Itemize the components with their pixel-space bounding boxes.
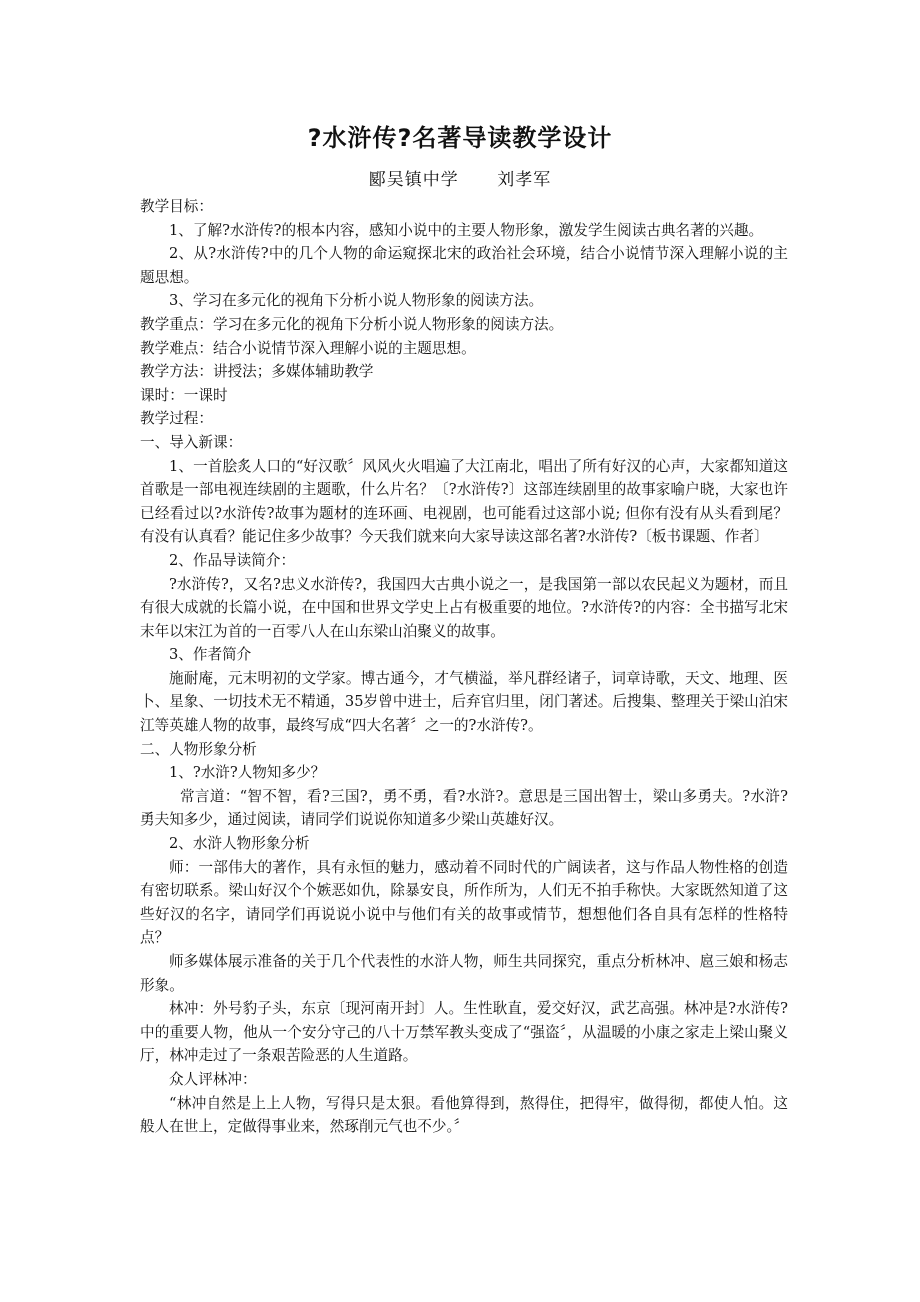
paragraph: 1、一首脍炙人口的“好汉歌〞风风火火唱遍了大江南北，唱出了所有好汉的心声，大家都知道这首歌是一部电视连续剧的主题歌，什么片名？〔?水浒传?〕这部连续剧里的故事家喻户晓，大家也许已经看过以?水浒传?故事为题材的连环画、电视剧，也可能看过这部小说; 但你有没有从头看到尾？有没有认真看？能记住多少故事？今天我们就来向大家导读这部名著?水浒传?〔板书课题、作者〕 (140, 457, 788, 546)
paragraph: 师：一部伟大的著作，具有永恒的魅力，感动着不同时代的广阔读者，这与作品人物性格的创造有密切联系。梁山好汉个个嫉恶如仇，除暴安良，所作所为，人们无不拍手称快。大家既然知道了这些好汉的名字，请同学们再说说小说中与他们有关的故事或情节，想想他们各自具有怎样的性格特点？ (140, 858, 788, 947)
paragraph: 2、从?水浒传?中的几个人物的命运窥探北宋的政治社会环境，结合小说情节深入理解小说的主题思想。 (140, 245, 788, 286)
paragraph: ?水浒传?，又名?忠义水浒传?，我国四大古典小说之一，是我国第一部以农民起义为题材，而且有很大成就的长篇小说，在中国和世界文学史上占有极重要的地位。?水浒传?的内容：全书描写北宋末年以宋江为首的一百零八人在山东梁山泊聚义的故事。 (140, 575, 788, 640)
document-title: ?水浒传?名著导读教学设计 (307, 124, 613, 152)
paragraph: 教学重点：学习在多元化的视角下分析小说人物形象的阅读方法。 (140, 315, 564, 333)
paragraph: 林冲：外号豹子头，东京〔现河南开封〕人。生性耿直，爱交好汉，武艺高强。林冲是?水浒传?中的重要人物，他从一个安分守己的八十万禁军教头变成了“强盗〞，从温暖的小康之家走上梁山聚义厅，林冲走过了一条艰苦险恶的人生道路。 (140, 1000, 788, 1065)
paragraph: 教学方法：讲授法；多媒体辅助教学 (140, 363, 374, 381)
document-body (140, 195, 788, 1139)
paragraph: 二、人物形象分析 (140, 740, 257, 758)
paragraph: 众人评林冲： (169, 1070, 257, 1088)
author-line (0, 165, 920, 190)
paragraph: 一、导入新课： (140, 433, 243, 451)
paragraph: 3、作者简介 (169, 646, 252, 664)
paragraph: 施耐庵，元末明初的文学家。博古通今，才气横溢，举凡群经诸子，词章诗歌，天文、地理、医卜、星象、一切技术无不精通，35岁曾中进士，后弃官归里，闭门著述。后搜集、整理关于梁山泊宋江等英雄人物的故事，最终写成“四大名著〞之一的?水浒传?。 (140, 669, 788, 735)
paragraph: 教学目标： (140, 198, 213, 215)
paragraph: 1、?水浒?人物知多少？ (169, 764, 326, 782)
paragraph: 1、了解?水浒传?的根本内容，感知小说中的主要人物形象，激发学生阅读古典名著的兴趣。 (169, 221, 764, 239)
paragraph: 3、学习在多元化的视角下分析小说人物形象的阅读方法。 (169, 292, 544, 310)
paragraph: 2、水浒人物形象分析 (169, 835, 310, 853)
paragraph: 师多媒体展示准备的关于几个代表性的水浒人物，师生共同探究，重点分析林冲、扈三娘和杨志形象。 (140, 953, 788, 994)
paragraph: 教学过程： (140, 410, 213, 428)
author-name: 刘孝军 (497, 170, 552, 190)
paragraph: 教学难点：结合小说情节深入理解小说的主题思想。 (140, 339, 476, 357)
paragraph: 2、作品导读简介： (169, 551, 296, 569)
author-school: 郾吴镇中学 (368, 170, 459, 190)
paragraph: 课时：一课时 (140, 386, 228, 404)
paragraph: 常言道：“智不智，看?三国?，勇不勇，看?水浒?。意思是三国出智士，梁山多勇夫。?水浒?勇夫知多少，通过阅读，请同学们说说你知道多少梁山英雄好汉。 (140, 787, 788, 829)
paragraph: “林冲自然是上上人物，写得只是太狠。看他算得到，熬得住，把得牢，做得彻，都使人怕。这般人在世上，定做得事业来，然琢削元气也不少。〞 (140, 1094, 788, 1136)
